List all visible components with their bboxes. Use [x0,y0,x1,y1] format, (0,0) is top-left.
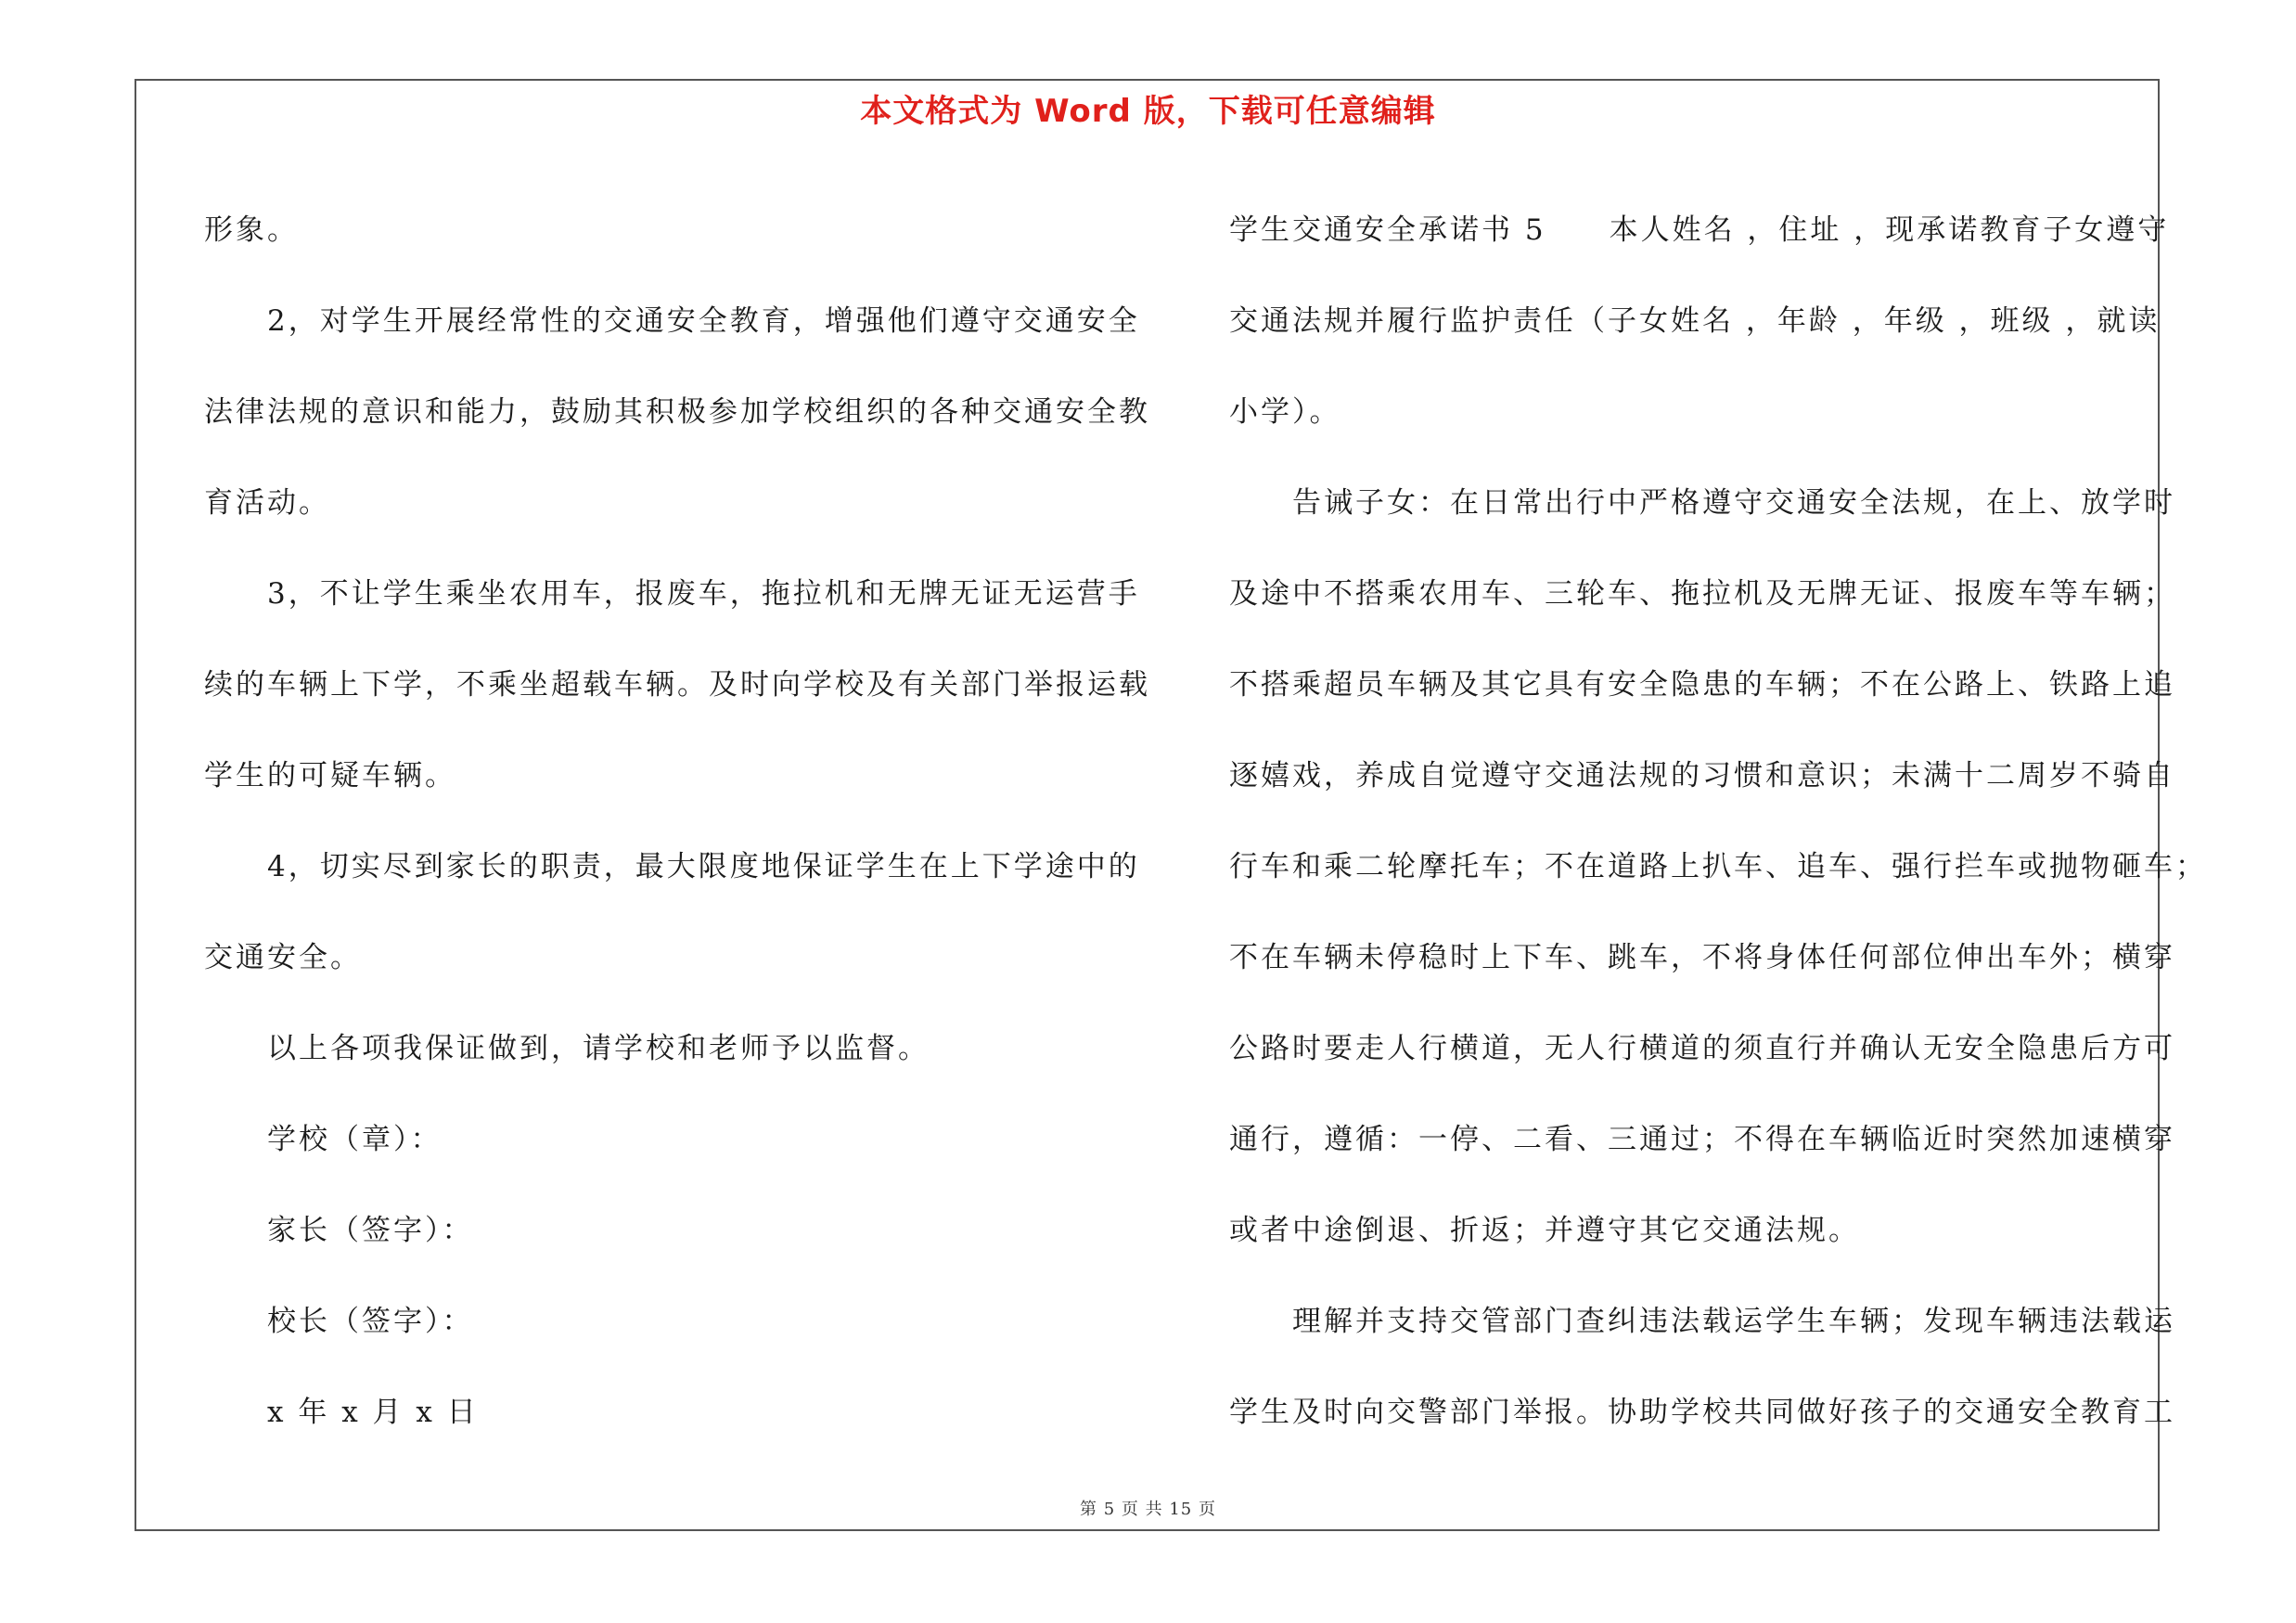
text-line: 3，不让学生乘坐农用车，报废车，拖拉机和无牌无证无运营手 [267,577,1140,611]
left-column [204,185,1150,1458]
format-banner: 本文格式为 Word 版，下载可任意编辑 [860,93,1436,130]
text-line: 形象。 [204,213,299,247]
text-line: 学生及时向交警部门举报。协助学校共同做好孩子的交通安全教育工 [1229,1396,2175,1429]
text-line: 交通法规并履行监护责任（子女姓名 ，年龄 ，年级 ，班级 ，就读 [1229,304,2161,338]
school-seal-line: 学校（章）： [267,1123,443,1156]
text-line: 以上各项我保证做到，请学校和老师予以监督。 [267,1032,930,1065]
text-line: 逐嬉戏，养成自觉遵守交通法规的习惯和意识；未满十二周岁不骑自 [1229,759,2175,792]
text-line: 小学）。 [1229,395,1341,429]
principal-signature-line: 校长（签字）： [267,1305,474,1338]
text-line: 续的车辆上下学，不乘坐超载车辆。及时向学校及有关部门举报运载 [204,668,1150,702]
text-line: 不搭乘超员车辆及其它具有安全隐患的车辆；不在公路上、铁路上追 [1229,668,2175,702]
text-line: 通行，遵循：一停、二看、三通过；不得在车辆临近时突然加速横穿 [1229,1123,2175,1156]
date-line: x 年 x 月 x 日 [267,1396,479,1429]
text-line: 育活动。 [204,486,330,520]
right-column [1229,185,2207,1458]
text-line: 法律法规的意识和能力，鼓励其积极参加学校组织的各种交通安全教 [204,395,1150,429]
text-line: 及途中不搭乘农用车、三轮车、拖拉机及无牌无证、报废车等车辆； [1229,577,2175,611]
parent-signature-line: 家长（签字）： [267,1214,474,1247]
text-line: 告诫子女：在日常出行中严格遵守交通安全法规，在上、放学时 [1292,486,2175,520]
text-line: 交通安全。 [204,941,362,974]
text-line: 公路时要走人行横道，无人行横道的须直行并确认无安全隐患后方可 [1229,1032,2175,1065]
text-line: 不在车辆未停稳时上下车、跳车，不将身体任何部位伸出车外；横穿 [1229,941,2175,974]
text-line: 理解并支持交管部门查纠违法载运学生车辆；发现车辆违法载运 [1292,1305,2175,1338]
text-line: 4，切实尽到家长的职责，最大限度地保证学生在上下学途中的 [267,850,1140,883]
text-line: 学生交通安全承诺书 5 本人姓名 ，住址 ，现承诺教育子女遵守 [1229,213,2170,247]
text-line: 或者中途倒退、折返；并遵守其它交通法规。 [1229,1214,1860,1247]
page-number-footer: 第 5 页 共 15 页 [1080,1500,1216,1519]
text-line: 2，对学生开展经常性的交通安全教育，增强他们遵守交通安全 [267,304,1140,338]
text-line: 行车和乘二轮摩托车；不在道路上扒车、追车、强行拦车或抛物砸车； [1229,850,2207,883]
text-line: 学生的可疑车辆。 [204,759,456,792]
